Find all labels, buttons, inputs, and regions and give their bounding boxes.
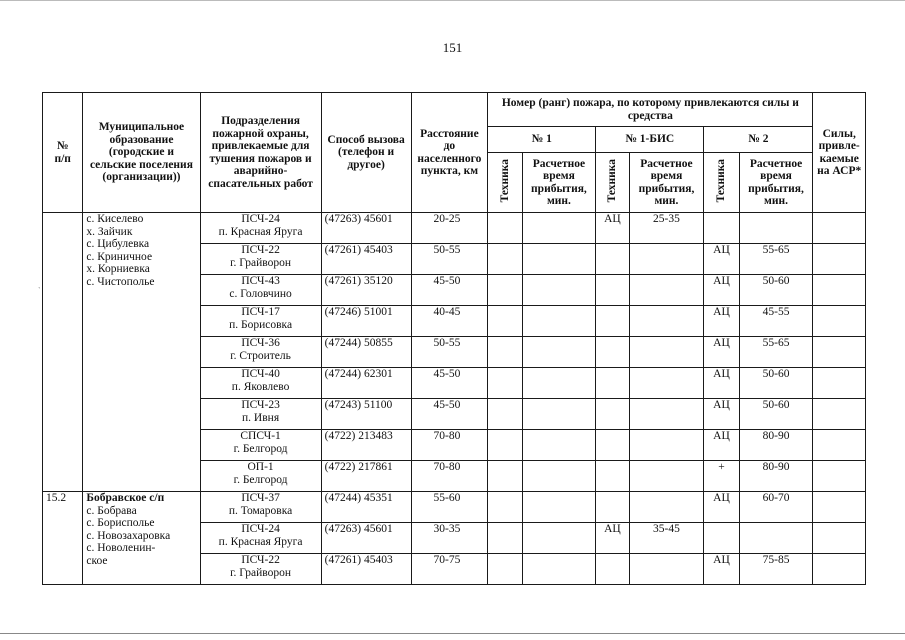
rank2-eta-cell: 55-65 xyxy=(739,337,813,368)
rank1-tech-cell xyxy=(488,306,522,337)
fire-unit-name: ПСЧ-37 xyxy=(241,492,280,504)
header-distance: Расстояние до населенного пункта, км xyxy=(411,93,488,213)
rank2-eta-cell: 50-60 xyxy=(739,275,813,306)
municipality-cell xyxy=(83,492,200,585)
rank1-tech-cell xyxy=(488,337,522,368)
distance-cell: 45-50 xyxy=(411,275,488,306)
fire-unit-location: п. Красная Яруга xyxy=(218,535,303,548)
rank1bis-tech-cell xyxy=(596,554,629,585)
header-rank-1: № 1 xyxy=(488,127,596,153)
asr-cell xyxy=(813,275,866,306)
distance-cell: 50-55 xyxy=(411,337,488,368)
header-r1-tech: Техника xyxy=(488,153,522,213)
rank1bis-eta-cell xyxy=(629,244,704,275)
fire-unit-name: ПСЧ-24 xyxy=(241,213,280,225)
rank1-tech-cell xyxy=(488,492,522,523)
fire-unit-cell xyxy=(200,275,321,306)
asr-cell xyxy=(813,244,866,275)
fire-unit-cell xyxy=(200,554,321,585)
header-call-method: Способ вызова (телефон и другое) xyxy=(321,93,411,213)
fire-unit-location: п. Красная Яруга xyxy=(218,225,303,238)
fire-unit-name: ПСЧ-17 xyxy=(241,306,280,318)
rank1bis-eta-cell xyxy=(629,368,704,399)
distance-cell: 30-35 xyxy=(411,523,488,554)
rank2-eta-cell: 80-90 xyxy=(739,430,813,461)
phone-cell: (47244) 50855 xyxy=(321,337,411,368)
fire-unit-cell xyxy=(200,399,321,430)
asr-cell xyxy=(813,492,866,523)
fire-unit-name: ПСЧ-24 xyxy=(241,523,280,535)
asr-cell xyxy=(813,368,866,399)
rank1bis-tech-cell xyxy=(596,337,629,368)
rank1-eta-cell xyxy=(522,213,596,244)
fire-unit-cell xyxy=(200,523,321,554)
rank2-eta-cell xyxy=(739,213,813,244)
distance-cell: 50-55 xyxy=(411,244,488,275)
rank2-eta-cell xyxy=(739,523,813,554)
rank1-tech-cell xyxy=(488,244,522,275)
fire-unit-cell xyxy=(200,213,321,244)
rank1bis-tech-cell: АЦ xyxy=(596,213,629,244)
distance-cell: 40-45 xyxy=(411,306,488,337)
rank1-eta-cell xyxy=(522,399,596,430)
rank2-tech-cell: АЦ xyxy=(704,430,739,461)
rank2-tech-cell xyxy=(704,523,739,554)
rank2-tech-cell xyxy=(704,213,739,244)
phone-cell: (47244) 62301 xyxy=(321,368,411,399)
rank1-tech-cell xyxy=(488,275,522,306)
fire-unit-name: ПСЧ-40 xyxy=(241,368,280,380)
fire-unit-name: ПСЧ-22 xyxy=(241,244,280,256)
fire-unit-location: с. Головчино xyxy=(229,287,292,300)
rank2-eta-cell: 60-70 xyxy=(739,492,813,523)
distance-cell: 70-75 xyxy=(411,554,488,585)
phone-cell: (47246) 51001 xyxy=(321,306,411,337)
rank2-eta-cell: 80-90 xyxy=(739,461,813,492)
rank1-eta-cell xyxy=(522,492,596,523)
rank1-eta-cell xyxy=(522,554,596,585)
rank1bis-eta-cell xyxy=(629,275,704,306)
rank2-tech-cell: АЦ xyxy=(704,337,739,368)
row-number: 15.2 xyxy=(43,492,83,585)
rank1-eta-cell xyxy=(522,368,596,399)
header-num: № п/п xyxy=(43,93,83,213)
rank1bis-tech-cell xyxy=(596,430,629,461)
header-r2-tech: Техника xyxy=(704,153,739,213)
fire-unit-location: г. Строитель xyxy=(230,349,291,362)
rank1-eta-cell xyxy=(522,275,596,306)
rank1-eta-cell xyxy=(522,244,596,275)
header-fire-rank: Номер (ранг) пожара, по которому привлекаются силы и средства xyxy=(488,93,813,127)
asr-cell xyxy=(813,399,866,430)
distance-cell: 45-50 xyxy=(411,399,488,430)
fire-unit-name: СПСЧ-1 xyxy=(240,430,281,442)
rank2-tech-cell: + xyxy=(704,461,739,492)
rank1bis-eta-cell xyxy=(629,306,704,337)
rank2-tech-cell: АЦ xyxy=(704,492,739,523)
settlement-name: с. Криничное xyxy=(86,250,153,263)
fire-unit-location: г. Грайворон xyxy=(230,566,291,579)
phone-cell: (47243) 51100 xyxy=(321,399,411,430)
asr-cell xyxy=(813,213,866,244)
fire-unit-name: ОП-1 xyxy=(247,461,274,473)
header-r1-eta: Расчетное время прибытия, мин. xyxy=(522,153,596,213)
fire-unit-name: ПСЧ-36 xyxy=(241,337,280,349)
rank1-tech-cell xyxy=(488,399,522,430)
rank1-eta-cell xyxy=(522,306,596,337)
rank2-tech-cell: АЦ xyxy=(704,554,739,585)
fire-unit-location: п. Томаровка xyxy=(228,504,293,517)
rank2-tech-cell: АЦ xyxy=(704,275,739,306)
distance-cell: 20-25 xyxy=(411,213,488,244)
rank1bis-eta-cell xyxy=(629,461,704,492)
header-rank-2: № 2 xyxy=(704,127,813,153)
fire-unit-cell xyxy=(200,461,321,492)
rank1bis-tech-cell xyxy=(596,399,629,430)
phone-cell: (4722) 217861 xyxy=(321,461,411,492)
phone-cell: (4722) 213483 xyxy=(321,430,411,461)
settlement-name: ское xyxy=(86,554,108,567)
rank1bis-tech-cell xyxy=(596,461,629,492)
distance-cell: 45-50 xyxy=(411,368,488,399)
rank1bis-eta-cell: 35-45 xyxy=(629,523,704,554)
rank1-eta-cell xyxy=(522,523,596,554)
asr-cell xyxy=(813,461,866,492)
rank1bis-tech-cell xyxy=(596,244,629,275)
rank1-tech-cell xyxy=(488,368,522,399)
fire-unit-cell xyxy=(200,337,321,368)
rank1bis-eta-cell xyxy=(629,430,704,461)
settlement-name: с. Новоленин- xyxy=(86,542,156,554)
header-rank-1bis: № 1-БИС xyxy=(596,127,704,153)
table-body xyxy=(43,213,866,585)
header-municipality: Муниципальное образование (городские и сельские поселения (организации)) xyxy=(83,93,200,213)
header-fire-unit: Подразделения пожарной охраны, привлекаемые для тушения пожаров и аварийно-спасательных работ xyxy=(200,93,321,213)
asr-cell xyxy=(813,337,866,368)
rank1bis-eta-cell xyxy=(629,554,704,585)
fire-unit-name: ПСЧ-22 xyxy=(241,554,280,566)
header-rb-tech: Техника xyxy=(596,153,629,213)
fire-forces-table xyxy=(42,92,866,585)
asr-cell xyxy=(813,430,866,461)
distance-cell: 55-60 xyxy=(411,492,488,523)
rank2-tech-cell: АЦ xyxy=(704,368,739,399)
distance-cell: 70-80 xyxy=(411,461,488,492)
table-header xyxy=(43,93,866,213)
phone-cell: (47263) 45601 xyxy=(321,523,411,554)
rank1bis-eta-cell: 25-35 xyxy=(629,213,704,244)
bottom-rule xyxy=(0,633,905,634)
fire-unit-cell xyxy=(200,306,321,337)
rank1bis-tech-cell: АЦ xyxy=(596,523,629,554)
rank1bis-eta-cell xyxy=(629,337,704,368)
settlement-name: с. Киселево xyxy=(86,213,144,225)
row-number xyxy=(43,213,83,492)
rank1-tech-cell xyxy=(488,523,522,554)
fire-unit-location: г. Белгород xyxy=(233,442,288,455)
rank1-eta-cell xyxy=(522,337,596,368)
fire-unit-name: ПСЧ-23 xyxy=(241,399,280,411)
rank1-tech-cell xyxy=(488,430,522,461)
rank2-tech-cell: АЦ xyxy=(704,244,739,275)
asr-cell xyxy=(813,306,866,337)
phone-cell: (47261) 45403 xyxy=(321,554,411,585)
top-rule xyxy=(0,0,905,1)
settlement-name: х. Корниевка xyxy=(86,263,150,275)
settlement-name: с. Чистополье xyxy=(86,275,155,288)
rank1-tech-cell xyxy=(488,461,522,492)
rank1bis-tech-cell xyxy=(596,275,629,306)
settlement-name: Бобравское с/п xyxy=(86,492,165,504)
settlement-name: с. Борисполье xyxy=(86,517,155,529)
fire-unit-name: ПСЧ-43 xyxy=(241,275,280,287)
settlement-name: с. Новозахаровка xyxy=(86,529,171,542)
page-number: 151 xyxy=(442,40,463,55)
rank1bis-tech-cell xyxy=(596,306,629,337)
settlement-name: с. Цибулевка xyxy=(86,238,150,250)
rank1bis-tech-cell xyxy=(596,492,629,523)
settlement-name: х. Зайчик xyxy=(86,225,133,238)
rank2-eta-cell: 55-65 xyxy=(739,244,813,275)
rank2-eta-cell: 75-85 xyxy=(739,554,813,585)
scan-mark: ` xyxy=(38,286,41,295)
asr-cell xyxy=(813,523,866,554)
header-asr: Силы, привле-каемые на АСР* xyxy=(813,93,866,213)
fire-unit-location: г. Грайворон xyxy=(230,256,291,269)
fire-unit-cell xyxy=(200,430,321,461)
rank2-tech-cell: АЦ xyxy=(704,306,739,337)
rank2-eta-cell: 45-55 xyxy=(739,306,813,337)
fire-unit-location: п. Ивня xyxy=(242,411,280,424)
header-rb-eta: Расчетное время прибытия, мин. xyxy=(629,153,704,213)
fire-unit-location: п. Яковлево xyxy=(231,380,290,393)
municipality-cell xyxy=(83,213,200,492)
distance-cell: 70-80 xyxy=(411,430,488,461)
fire-unit-location: п. Борисовка xyxy=(229,318,293,331)
rank2-eta-cell: 50-60 xyxy=(739,399,813,430)
fire-unit-cell xyxy=(200,244,321,275)
fire-unit-cell xyxy=(200,368,321,399)
asr-cell xyxy=(813,554,866,585)
rank2-eta-cell: 50-60 xyxy=(739,368,813,399)
rank1bis-tech-cell xyxy=(596,368,629,399)
rank1-tech-cell xyxy=(488,213,522,244)
table-row xyxy=(43,492,866,523)
phone-cell: (47263) 45601 xyxy=(321,213,411,244)
fire-unit-cell xyxy=(200,492,321,523)
phone-cell: (47261) 45403 xyxy=(321,244,411,275)
header-r2-eta: Расчетное время прибытия, мин. xyxy=(739,153,813,213)
table-row xyxy=(43,213,866,244)
phone-cell: (47261) 35120 xyxy=(321,275,411,306)
rank1bis-eta-cell xyxy=(629,492,704,523)
phone-cell: (47244) 45351 xyxy=(321,492,411,523)
rank1-eta-cell xyxy=(522,430,596,461)
rank1bis-eta-cell xyxy=(629,399,704,430)
fire-unit-location: г. Белгород xyxy=(233,473,288,486)
rank1-tech-cell xyxy=(488,554,522,585)
rank1-eta-cell xyxy=(522,461,596,492)
rank2-tech-cell: АЦ xyxy=(704,399,739,430)
settlement-name: с. Бобрава xyxy=(86,504,137,517)
